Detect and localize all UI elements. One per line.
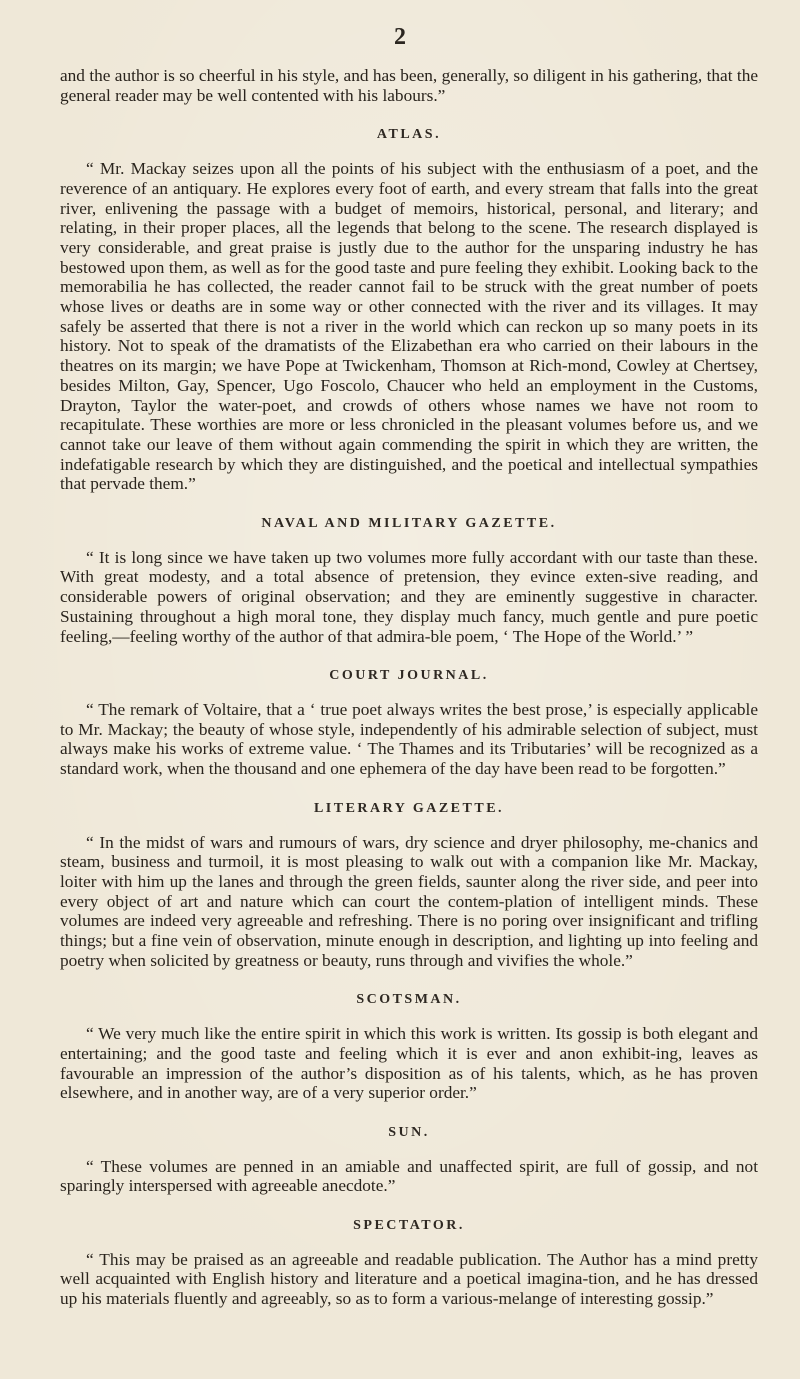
review-source-heading: ATLAS. [376, 127, 442, 143]
page-content [60, 66, 758, 1309]
review-atlas [60, 125, 758, 494]
review-literary-gazette [60, 799, 758, 971]
review-quote: “ These volumes are penned in an amiable and unaffected spirit, are full of gossip, and not sparingly interspersed with agreeable anecdote.” [60, 1156, 758, 1196]
review-court-journal [60, 666, 758, 779]
review-spectator [60, 1216, 758, 1309]
review-naval-and-military-gazette [60, 514, 758, 646]
review-quote: “ It is long since we have taken up two volumes more fully accordant with our taste than these. With great modesty, and a total absence of pretension, they evince exten-sive reading, and considerable powers of original observation; and they are eminently suggestive in character. Sustaining throughout a high moral tone, they display much fancy, much gentle and pure poetic feeling,—feeling worthy of the author of that admira-ble poem, ‘ The Hope of the World.’ ” [60, 547, 758, 646]
intro-paragraph: and the author is so cheerful in his style, and has been, generally, so diligent in his gathering, that the general reader may be well contented with his labours.” [60, 66, 758, 105]
review-quote: “ In the midst of wars and rumours of wars, dry science and dryer philosophy, me-chanics and steam, business and turmoil, it is most pleasing to walk out with a companion like Mr. Mackay, loiter with him up the lanes and through the green fields, saunter along the river side, and peer into every object of art and nature which can court the contem-plation of intelligent minds. These volumes are indeed very agreeable and refreshing. There is no poring over insignificant and trifling things; but a fine vein of observation, minute enough in description, and lighting up into feeling and poetry when solicited by greatness or beauty, runs through and vivifies the whole.” [60, 832, 758, 970]
review-source-heading: NAVAL AND MILITARY GAZETTE. [261, 516, 557, 532]
review-quote: “ This may be praised as an agreeable and readable publication. The Author has a mind pretty well acquainted with English history and literature and a poetical imagina-tion, and he has dressed up his materials fluently and agreeably, so as to form a various-melange of interesting gossip.” [60, 1249, 758, 1309]
review-source-heading: SCOTSMAN. [356, 992, 462, 1008]
review-source-heading: SPECTATOR. [353, 1218, 465, 1234]
review-source-heading: COURT JOURNAL. [329, 668, 489, 684]
review-source-heading: SUN. [388, 1124, 430, 1140]
page-number: 2 [394, 24, 406, 50]
review-quote: “ We very much like the entire spirit in which this work is written. Its gossip is both elegant and entertaining; and the good taste and feeling which it is ever and anon exhibit-ing, leaves as favourable an impression of the author’s disposition as of his talents, which, as he has proven elsewhere, and in another way, are of a very superior order.” [60, 1024, 758, 1103]
review-quote: “ Mr. Mackay seizes upon all the points of his subject with the enthusiasm of a poet, and the reverence of an antiquary. He explores every foot of earth, and every stream that falls into the great river, enlivening the passage with a budget of memoirs, historical, personal, and literary; and relating, in their proper places, all the legends that belong to the scene. The research displayed is very considerable, and great praise is justly due to the author for the unsparing industry he has bestowed upon them, as well as for the good taste and pure feeling they exhibit. Looking back to the memorabilia he has collected, the reader cannot fail to be struck with the great number of poets whose lives or deaths are in some way or other connected with the river and its villages. It may safely be asserted that there is not a river in the world which can reckon up so many poets in its history. Not to speak of the dramatists of the Elizabethan era who carried on their labours in the theatres on its margin; we have Pope at Twickenham, Thomson at Rich-mond, Cowley at Chertsey, besides Milton, Gay, Spencer, Ugo Foscolo, Chaucer who held an employment in the Customs, Drayton, Taylor the water-poet, and crowds of others whose names we have not room to recapitulate. These worthies are more or less chronicled in the pleasant volumes before us, and we cannot take our leave of them without again commending the spirit in which they are written, the indefatigable research by which they are distinguished, and the poetical and intellectual sympathies that pervade them.” [60, 159, 758, 494]
review-scotsman [60, 990, 758, 1103]
review-source-heading: LITERARY GAZETTE. [313, 800, 505, 816]
review-quote: “ The remark of Voltaire, that a ‘ true poet always writes the best prose,’ is especially applicable to Mr. Mackay; the beauty of whose style, independently of his admirable selection of subject, must always make his works of extreme value. ‘ The Thames and its Tributaries’ will be recognized as a standard work, when the thousand and one ephemera of the day have been read to be forgotten.” [60, 699, 758, 779]
review-sun [60, 1123, 758, 1196]
